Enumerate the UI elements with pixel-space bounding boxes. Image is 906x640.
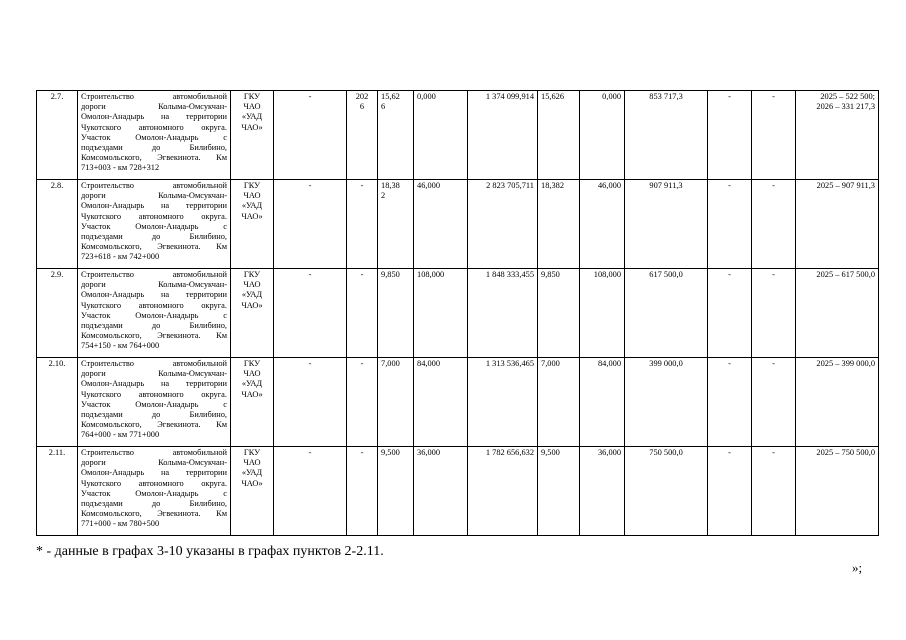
col-11: 399 000,0 — [625, 358, 708, 447]
c5-line: - — [360, 359, 364, 368]
org-line: ЧАО — [243, 458, 261, 468]
footnote: * - данные в графах 3-10 указаны в графах пунктов 2-2.11. — [36, 544, 384, 559]
org-line: ЧАО» — [241, 300, 263, 310]
col-10: 36,000 — [580, 447, 625, 536]
c5-line: - — [360, 181, 364, 190]
item-description — [78, 358, 231, 447]
description-line: 764+000 - км 771+000 — [81, 430, 160, 440]
item-number: 2.10. — [37, 358, 78, 447]
org-line: ЧАО» — [241, 389, 263, 399]
org-line: ЧАО» — [241, 211, 263, 221]
table-row — [37, 91, 879, 180]
org-line: ЧАО» — [241, 478, 263, 488]
c14-line: 2025 – 750 500,0 — [816, 448, 875, 457]
description-line: подъездами до Билибино, — [81, 143, 227, 153]
col-14 — [796, 358, 879, 447]
col-9: 9,500 — [538, 447, 580, 536]
col-12: - — [708, 180, 752, 269]
org-line: ГКУ — [243, 448, 261, 457]
c5-line: 6 — [359, 102, 365, 112]
col-13: - — [752, 91, 796, 180]
org-line: «УАД — [241, 290, 263, 300]
col-11: 750 500,0 — [625, 447, 708, 536]
closing-quote: »; — [852, 560, 863, 575]
col-9: 18,382 — [538, 180, 580, 269]
org-line: «УАД — [241, 112, 263, 122]
c6-line: 9,500 — [381, 448, 400, 457]
description-line: подъездами до Билибино, — [81, 410, 227, 420]
description-line: Чукотского автономного округа. — [81, 478, 227, 488]
org-line: ЧАО — [243, 369, 261, 379]
item-number: 2.9. — [37, 269, 78, 358]
description-line: Участок Омолон-Анадырь с — [81, 399, 227, 409]
description-line: 723+618 - км 742+000 — [81, 252, 160, 262]
col-9: 7,000 — [538, 358, 580, 447]
col-5 — [347, 358, 378, 447]
description-line: Строительство автомобильной — [81, 270, 227, 279]
org-line: ЧАО — [243, 191, 261, 201]
description-line: Строительство автомобильной — [81, 92, 227, 101]
item-description — [78, 269, 231, 358]
col-11: 907 911,3 — [625, 180, 708, 269]
col-14 — [796, 180, 879, 269]
col-4: - — [274, 358, 347, 447]
description-line: дороги Колыма-Омсукчан- — [81, 458, 227, 468]
item-number: 2.7. — [37, 91, 78, 180]
col-6 — [378, 447, 414, 536]
org-line: «УАД — [241, 379, 263, 389]
description-line: Чукотского автономного округа. — [81, 300, 227, 310]
c6-line: 7,000 — [381, 359, 400, 368]
col-6 — [378, 269, 414, 358]
description-line: Участок Омолон-Анадырь с — [81, 221, 227, 231]
col-13: - — [752, 269, 796, 358]
c14-line: 2025 – 399 000,0 — [816, 359, 875, 368]
org-line: ГКУ — [243, 92, 261, 101]
col-12: - — [708, 358, 752, 447]
responsible-org — [231, 447, 274, 536]
table-row — [37, 180, 879, 269]
c14-line: 2025 – 522 500; — [820, 92, 875, 101]
description-line: дороги Колыма-Омсукчан- — [81, 280, 227, 290]
col-13: - — [752, 358, 796, 447]
description-line: Строительство автомобильной — [81, 181, 227, 190]
org-line: ЧАО — [243, 102, 261, 112]
col-7: 36,000 — [414, 447, 468, 536]
c6-line: 2 — [381, 191, 386, 201]
item-description — [78, 447, 231, 536]
c14-line: 2026 – 331 217,3 — [816, 102, 875, 112]
c5-line: 202 — [355, 92, 369, 101]
col-5 — [347, 91, 378, 180]
description-line: Омолон-Анадырь на территории — [81, 468, 227, 478]
org-line: ГКУ — [243, 270, 261, 279]
description-line: Строительство автомобильной — [81, 448, 227, 457]
description-line: Участок Омолон-Анадырь с — [81, 488, 227, 498]
description-line: Участок Омолон-Анадырь с — [81, 310, 227, 320]
description-line: Омолон-Анадырь на территории — [81, 379, 227, 389]
col-13: - — [752, 180, 796, 269]
col-14 — [796, 269, 879, 358]
description-line: дороги Колыма-Омсукчан- — [81, 191, 227, 201]
col-8: 1 374 099,914 — [468, 91, 538, 180]
description-line: подъездами до Билибино, — [81, 321, 227, 331]
table-row — [37, 447, 879, 536]
responsible-org — [231, 180, 274, 269]
col-4: - — [274, 269, 347, 358]
col-4: - — [274, 447, 347, 536]
col-5 — [347, 180, 378, 269]
table-row — [37, 269, 879, 358]
col-13: - — [752, 447, 796, 536]
item-number: 2.8. — [37, 180, 78, 269]
description-line: Комсомольского, Эгвекинота. Км — [81, 242, 227, 252]
c14-line: 2025 – 907 911,3 — [816, 181, 875, 190]
col-10: 84,000 — [580, 358, 625, 447]
description-line: Омолон-Анадырь на территории — [81, 112, 227, 122]
description-line: дороги Колыма-Омсукчан- — [81, 102, 227, 112]
col-8: 1 782 656,632 — [468, 447, 538, 536]
col-4: - — [274, 91, 347, 180]
description-line: 754+150 - км 764+000 — [81, 341, 160, 351]
col-10: 0,000 — [580, 91, 625, 180]
col-12: - — [708, 91, 752, 180]
description-line: Чукотского автономного округа. — [81, 389, 227, 399]
c6-line: 6 — [381, 102, 386, 112]
col-8: 2 823 705,711 — [468, 180, 538, 269]
c5-line: - — [360, 448, 364, 457]
description-line: Чукотского автономного округа. — [81, 211, 227, 221]
program-table — [36, 90, 879, 536]
col-8: 1 313 536,465 — [468, 358, 538, 447]
col-7: 108,000 — [414, 269, 468, 358]
col-9: 9,850 — [538, 269, 580, 358]
c6-line: 15,62 — [381, 92, 400, 101]
col-5 — [347, 269, 378, 358]
description-line: Строительство автомобильной — [81, 359, 227, 368]
responsible-org — [231, 269, 274, 358]
c6-line: 9,850 — [381, 270, 400, 279]
org-line: ЧАО» — [241, 122, 263, 132]
col-7: 0,000 — [414, 91, 468, 180]
description-line: Участок Омолон-Анадырь с — [81, 132, 227, 142]
org-line: ЧАО — [243, 280, 261, 290]
c14-line: 2025 – 617 500,0 — [816, 270, 875, 279]
description-line: Комсомольского, Эгвекинота. Км — [81, 420, 227, 430]
col-8: 1 848 333,455 — [468, 269, 538, 358]
item-description — [78, 91, 231, 180]
description-line: Омолон-Анадырь на территории — [81, 290, 227, 300]
item-number: 2.11. — [37, 447, 78, 536]
col-14 — [796, 91, 879, 180]
responsible-org — [231, 358, 274, 447]
table-row — [37, 358, 879, 447]
description-line: Комсомольского, Эгвекинота. Км — [81, 331, 227, 341]
org-line: ГКУ — [243, 181, 261, 190]
org-line: ГКУ — [243, 359, 261, 368]
col-11: 617 500,0 — [625, 269, 708, 358]
description-line: Чукотского автономного округа. — [81, 122, 227, 132]
col-5 — [347, 447, 378, 536]
col-14 — [796, 447, 879, 536]
c6-line: 18,38 — [381, 181, 400, 190]
description-line: 771+000 - км 780+500 — [81, 519, 160, 529]
col-6 — [378, 91, 414, 180]
item-description — [78, 180, 231, 269]
description-line: Омолон-Анадырь на территории — [81, 201, 227, 211]
description-line: 713+003 - км 728+312 — [81, 163, 160, 173]
col-11: 853 717,3 — [625, 91, 708, 180]
col-10: 108,000 — [580, 269, 625, 358]
description-line: Комсомольского, Эгвекинота. Км — [81, 509, 227, 519]
description-line: Комсомольского, Эгвекинота. Км — [81, 153, 227, 163]
col-12: - — [708, 269, 752, 358]
org-line: «УАД — [241, 468, 263, 478]
c5-line: - — [360, 270, 364, 279]
col-10: 46,000 — [580, 180, 625, 269]
col-6 — [378, 358, 414, 447]
responsible-org — [231, 91, 274, 180]
col-9: 15,626 — [538, 91, 580, 180]
org-line: «УАД — [241, 201, 263, 211]
col-6 — [378, 180, 414, 269]
col-4: - — [274, 180, 347, 269]
description-line: дороги Колыма-Омсукчан- — [81, 369, 227, 379]
description-line: подъездами до Билибино, — [81, 499, 227, 509]
description-line: подъездами до Билибино, — [81, 232, 227, 242]
col-7: 46,000 — [414, 180, 468, 269]
col-7: 84,000 — [414, 358, 468, 447]
col-12: - — [708, 447, 752, 536]
